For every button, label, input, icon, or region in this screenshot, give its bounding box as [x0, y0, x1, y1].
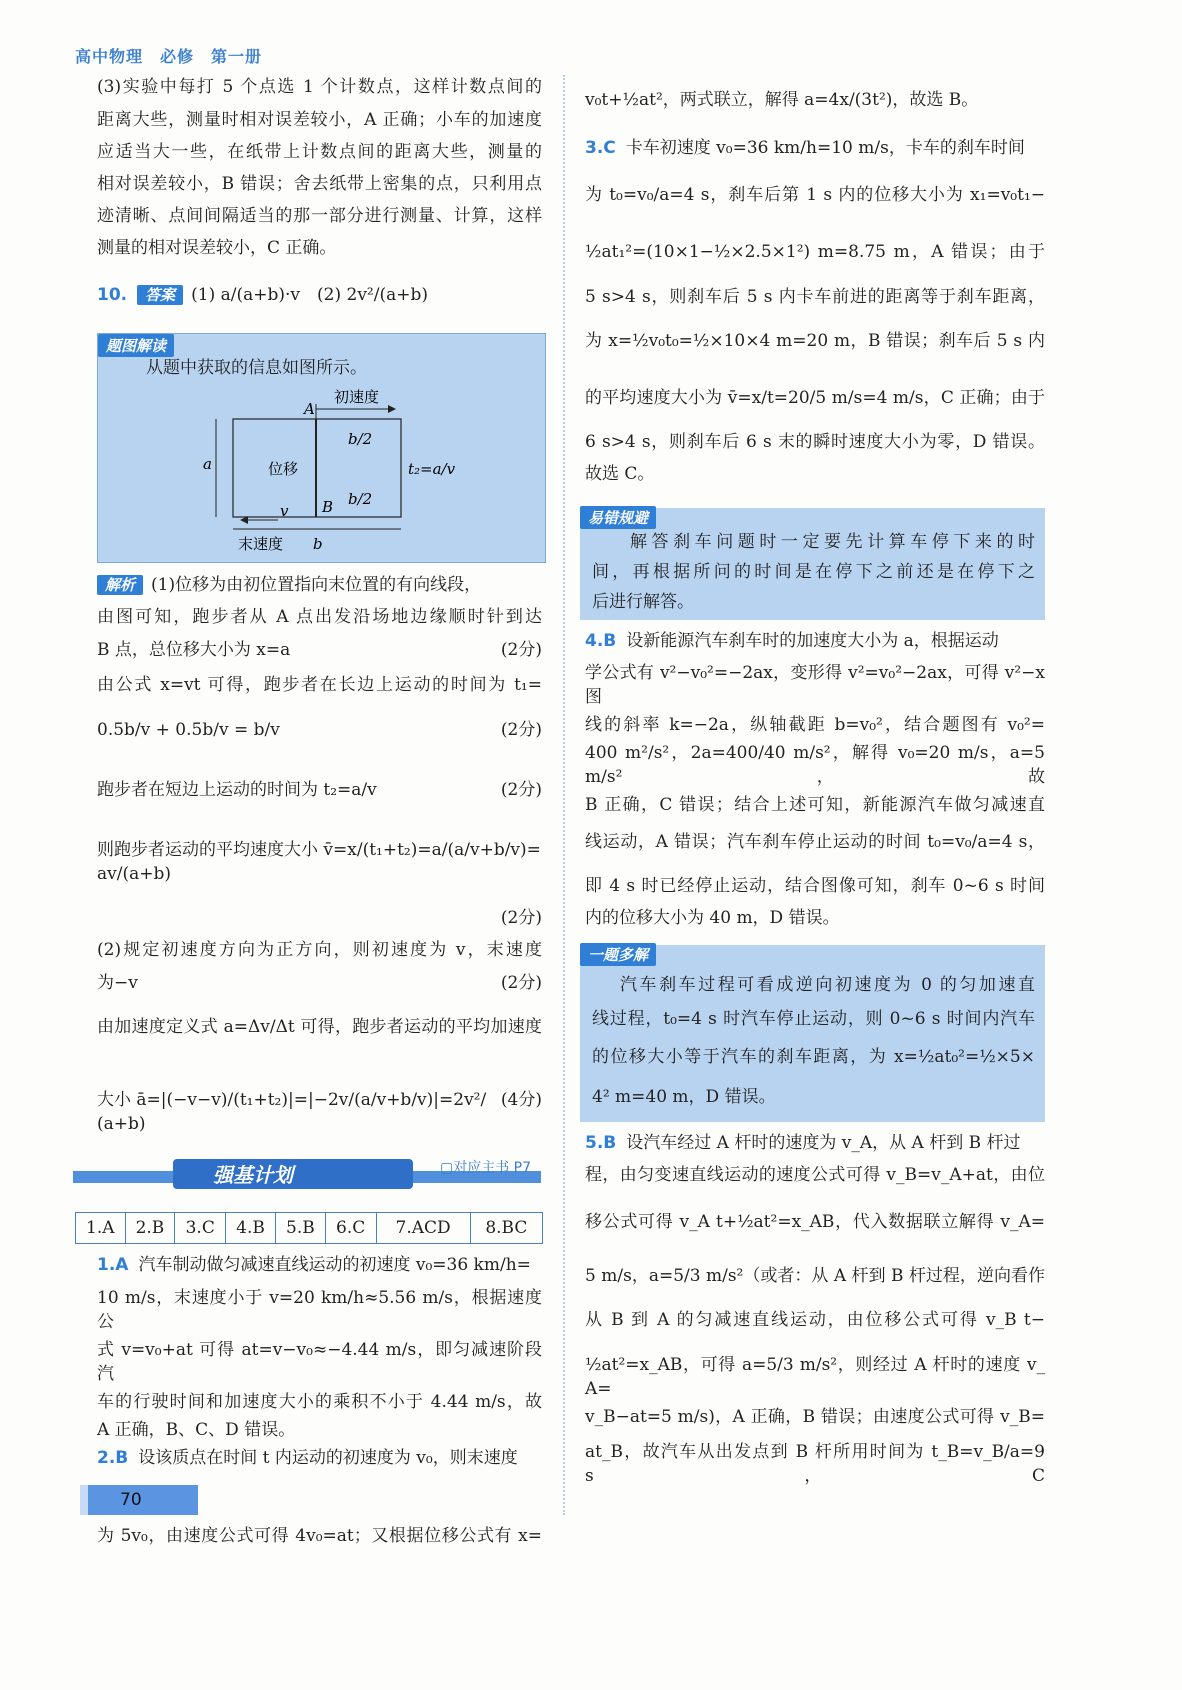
- question-number: 4.B: [585, 631, 617, 651]
- score: (2分): [500, 973, 542, 993]
- label-t2: t₂=a/v: [408, 460, 456, 478]
- line-text: 故选 C。: [585, 464, 655, 484]
- line-text: 迹清晰、点间间隔适当的那一部分进行测量、计算，这样: [97, 206, 542, 226]
- label-displacement: 位移: [268, 460, 299, 478]
- multi-solution-line: 汽车刹车过程可看成逆向初速度为 0 的匀加速直: [620, 975, 1035, 995]
- text-line: [585, 386, 1045, 410]
- line-text: 跑步者在短边上运动的时间为 t₂=a/v: [97, 780, 377, 800]
- score: (2分): [500, 908, 542, 928]
- line-text: 设新能源汽车刹车时的加速度大小为 a，根据运动: [626, 631, 999, 651]
- text-line: [585, 1440, 1045, 1488]
- page-number: 70: [80, 1485, 198, 1515]
- line-text: 0.5b/v + 0.5b/v = b/v: [97, 720, 280, 740]
- text-line: [97, 938, 542, 962]
- text-line: [97, 1338, 542, 1386]
- label-b: b: [313, 535, 323, 553]
- line-text: v₀t+½at²，两式联立，解得 a=4x/(3t²)，故选 B。: [585, 90, 979, 110]
- reference-text: 对应主书 P7: [453, 1160, 532, 1176]
- text-line: [97, 1446, 542, 1470]
- line-text: 10 m/s，末速度小于 v=20 km/h≈5.56 m/s，根据速度公: [97, 1288, 542, 1332]
- line-text: 内的位移大小为 40 m，D 错误。: [585, 908, 840, 928]
- label-half-b-bottom: b/2: [348, 490, 373, 508]
- line-text: 5 s>4 s，则刹车后 5 s 内卡车前进的距离等于刹车距离，: [585, 287, 1045, 307]
- label-B: B: [322, 498, 334, 516]
- tip-line: 解答刹车问题时一定要先计算车停下来的时: [630, 532, 1035, 552]
- text-line: [97, 204, 542, 228]
- text-line: [97, 1390, 542, 1414]
- text-line: [585, 1163, 1045, 1187]
- question-number: 2.B: [97, 1448, 129, 1468]
- tip-box-title: 易错规避: [580, 506, 656, 529]
- track-diagram: [98, 334, 545, 562]
- label-v: v: [280, 502, 289, 520]
- text-line: [585, 741, 1045, 789]
- multi-solution-title: 一题多解: [580, 943, 656, 966]
- text-line: [97, 1524, 542, 1548]
- multi-solution-line: 4² m=40 m，D 错误。: [592, 1087, 776, 1107]
- line-text: 程，由匀变速直线运动的速度公式可得 v_B=v_A+at，由位: [585, 1165, 1045, 1185]
- tip-line: 间，再根据所问的时间是在停下之前还是在停下之: [592, 562, 1035, 582]
- text-line: [585, 183, 1045, 207]
- line-text: 式 v=v₀+at 可得 at=v−v₀≈−4.44 m/s，即匀减速阶段汽: [97, 1340, 542, 1384]
- answer-cell: 7.ACD: [376, 1213, 470, 1244]
- line-text: ½at²=x_AB，可得 a=5/3 m/s²，则经过 A 杆时的速度 v_A=: [585, 1355, 1045, 1399]
- text-line: [97, 605, 542, 629]
- line-text: 距离大些，测量时相对误差较小，A 正确；小车的加速度: [97, 110, 542, 130]
- text-line: [97, 1286, 542, 1334]
- label-initial-velocity: 初速度: [334, 388, 380, 406]
- answer-cell: 8.BC: [470, 1213, 542, 1244]
- line-text: 应适当大一些，在纸带上计数点间的距离大些，测量的: [97, 142, 542, 162]
- tip-box: [580, 508, 1045, 620]
- text-line: [97, 1088, 542, 1136]
- question-number: 10.: [97, 285, 128, 305]
- text-line: [97, 1418, 542, 1442]
- tip-line: 后进行解答。: [592, 592, 694, 612]
- line-text: v_B−at=5 m/s)，A 正确，B 错误；由速度公式可得 v_B=: [585, 1407, 1045, 1427]
- text-line: [585, 240, 1045, 264]
- label-tag: 解析: [97, 575, 143, 595]
- line-text: 学公式有 v²−v₀²=−2ax，变形得 v²=v₀²−2ax，可得 v²−x 图: [585, 663, 1045, 707]
- line-text: 为 x=½v₀t₀=½×10×4 m=20 m，B 错误；刹车后 5 s 内: [585, 331, 1045, 351]
- text-line: [585, 906, 1045, 930]
- diagram-box-title: 题图解读: [98, 334, 174, 357]
- text-line: [97, 718, 542, 742]
- text-line: [585, 661, 1045, 709]
- line-text: 设该质点在时间 t 内运动的初速度为 v₀，则末速度: [138, 1448, 518, 1468]
- line-text: 则跑步者运动的平均速度大小 v̄=x/(t₁+t₂)=a/(a/v+b/v)=av/(a+b): [97, 840, 541, 884]
- text-line: [585, 1210, 1045, 1234]
- line-text: 的平均速度大小为 v̄=x/t=20/5 m/s=4 m/s，C 正确；由于: [585, 388, 1045, 408]
- line-text: 相对误差较小，B 错误；舍去纸带上密集的点，只利用点: [97, 174, 542, 194]
- line-text: 6 s>4 s，则刹车后 6 s 末的瞬时速度大小为零，D 错误。: [585, 432, 1045, 452]
- line-text: 线的斜率 k=−2a，纵轴截距 b=v₀²，结合题图有 v₀²=: [585, 715, 1045, 735]
- book-icon: ▢: [440, 1160, 454, 1176]
- answer-cell: 5.B: [275, 1213, 325, 1244]
- text-line: [585, 874, 1045, 898]
- text-line: [585, 629, 1045, 653]
- label-a: a: [203, 455, 212, 473]
- multi-solution-box: [580, 945, 1045, 1122]
- banner-title: 强基计划: [213, 1163, 293, 1187]
- text-line: [97, 140, 542, 164]
- text-line: [585, 1405, 1045, 1429]
- line-text: 大小 ā=|(−v−v)/(t₁+t₂)|=|−2v/(a/v+b/v)|=2v²/(a+b): [97, 1090, 487, 1134]
- question-number: 5.B: [585, 1133, 617, 1153]
- line-text: (3)实验中每打 5 个点选 1 个计数点，这样计数点间的: [97, 77, 542, 97]
- text-line: [97, 906, 542, 930]
- line-text: 线运动，A 错误；汽车刹车停止运动的时间 t₀=v₀/a=4 s，: [585, 832, 1045, 852]
- line-text: ½at₁²=(10×1−½×2.5×1²) m=8.75 m，A 错误；由于: [585, 242, 1045, 262]
- text-line: [585, 1308, 1045, 1332]
- text-line: [585, 136, 1045, 160]
- text-line: [585, 430, 1045, 454]
- line-text: 5 m/s，a=5/3 m/s²（或者：从 A 杆到 B 杆过程，逆向看作: [585, 1266, 1045, 1286]
- text-line: [97, 778, 542, 802]
- score: (4分): [500, 1090, 542, 1110]
- text-line: [585, 1131, 1045, 1155]
- line-text: 汽车制动做匀减速直线运动的初速度 v₀=36 km/h=: [138, 1255, 531, 1275]
- question-number: 3.C: [585, 138, 616, 158]
- answer-table: [75, 1212, 543, 1244]
- text-line: [97, 1253, 542, 1277]
- book-header: 高中物理 必修 第一册: [75, 47, 263, 66]
- text-line: [585, 285, 1045, 309]
- line-text: 由公式 x=vt 可得，跑步者在长边上运动的时间为 t₁=: [97, 675, 542, 695]
- label-A: A: [304, 400, 315, 418]
- line-text: at_B，故汽车从出发点到 B 杆所用时间为 t_B=v_B/a=9 s，C: [585, 1442, 1045, 1486]
- answer-cell: 6.C: [325, 1213, 376, 1244]
- column-divider: [563, 75, 565, 1515]
- question-number: 1.A: [97, 1255, 129, 1275]
- text-line: [585, 88, 1045, 112]
- text-line: [585, 1353, 1045, 1401]
- line-text: 为 t₀=v₀/a=4 s，刹车后第 1 s 内的位移大小为 x₁=v₀t₁−: [585, 185, 1045, 205]
- text-line: [585, 830, 1045, 854]
- text-line: [585, 713, 1045, 737]
- line-text: 即 4 s 时已经停止运动，结合图像可知，刹车 0~6 s 时间: [585, 876, 1045, 896]
- answer-cell: 1.A: [76, 1213, 126, 1244]
- score: (2分): [500, 720, 542, 740]
- text-line: [585, 793, 1045, 817]
- line-text: (1) a/(a+b)·v (2) 2v²/(a+b): [191, 285, 428, 305]
- text-line: [97, 236, 542, 260]
- line-text: B 正确，C 错误；结合上述可知，新能源汽车做匀减速直: [585, 795, 1045, 815]
- text-line: [97, 638, 542, 662]
- text-line: [97, 838, 542, 886]
- text-line: [97, 172, 542, 196]
- line-text: (2)规定初速度方向为正方向，则初速度为 v，末速度: [97, 940, 542, 960]
- answer-cell: 3.C: [175, 1213, 226, 1244]
- text-line: [97, 75, 542, 99]
- line-text: 从 B 到 A 的匀减速直线运动，由位移公式可得 v_B t−: [585, 1310, 1045, 1330]
- line-text: 为−v: [97, 973, 138, 993]
- line-text: 设汽车经过 A 杆时的速度为 v_A，从 A 杆到 B 杆过: [626, 1133, 1021, 1153]
- line-text: (1)位移为由初位置指向末位置的有向线段，: [151, 575, 482, 595]
- line-text: 车的行驶时间和加速度大小的乘积不小于 4.44 m/s，故: [97, 1392, 542, 1412]
- line-text: 移公式可得 v_A t+½at²=x_AB，代入数据联立解得 v_A=: [585, 1212, 1045, 1232]
- text-line: [97, 573, 542, 597]
- multi-solution-line: 的位移大小等于汽车的刹车距离，为 x=½at₀²=½×5×: [592, 1047, 1035, 1067]
- line-text: 400 m²/s²，2a=400/40 m/s²，解得 v₀=20 m/s，a=5 m/s²，故: [585, 743, 1045, 787]
- label-tag: 答案: [137, 285, 183, 305]
- text-line: [97, 283, 542, 307]
- label-final-velocity: 末速度: [238, 535, 284, 553]
- line-text: 卡车初速度 v₀=36 km/h=10 m/s，卡车的刹车时间: [625, 138, 1025, 158]
- text-line: [97, 673, 542, 697]
- line-text: 为 5v₀，由速度公式可得 4v₀=at；又根据位移公式有 x=: [97, 1526, 542, 1546]
- line-text: A 正确，B、C、D 错误。: [97, 1420, 296, 1440]
- label-half-b-top: b/2: [348, 430, 373, 448]
- text-line: [585, 1264, 1045, 1288]
- text-line: [97, 971, 542, 995]
- text-line: [585, 462, 1045, 486]
- text-line: [97, 108, 542, 132]
- text-line: [97, 1015, 542, 1039]
- answer-cell: 2.B: [125, 1213, 175, 1244]
- diagram-box: [97, 333, 546, 563]
- diagram-intro: 从题中获取的信息如图所示。: [146, 358, 367, 378]
- answer-cell: 4.B: [226, 1213, 276, 1244]
- text-line: [585, 329, 1045, 353]
- line-text: 由图可知，跑步者从 A 点出发沿场地边缘顺时针到达: [97, 607, 542, 627]
- score: (2分): [500, 780, 542, 800]
- line-text: 由加速度定义式 a=Δv/Δt 可得，跑步者运动的平均加速度: [97, 1017, 542, 1037]
- score: (2分): [500, 640, 542, 660]
- main-book-reference[interactable]: [440, 1157, 531, 1177]
- line-text: 测量的相对误差较小，C 正确。: [97, 238, 337, 258]
- line-text: B 点，总位移大小为 x=a: [97, 640, 291, 660]
- multi-solution-line: 线过程，t₀=4 s 时汽车停止运动，则 0~6 s 时间内汽车: [592, 1009, 1035, 1029]
